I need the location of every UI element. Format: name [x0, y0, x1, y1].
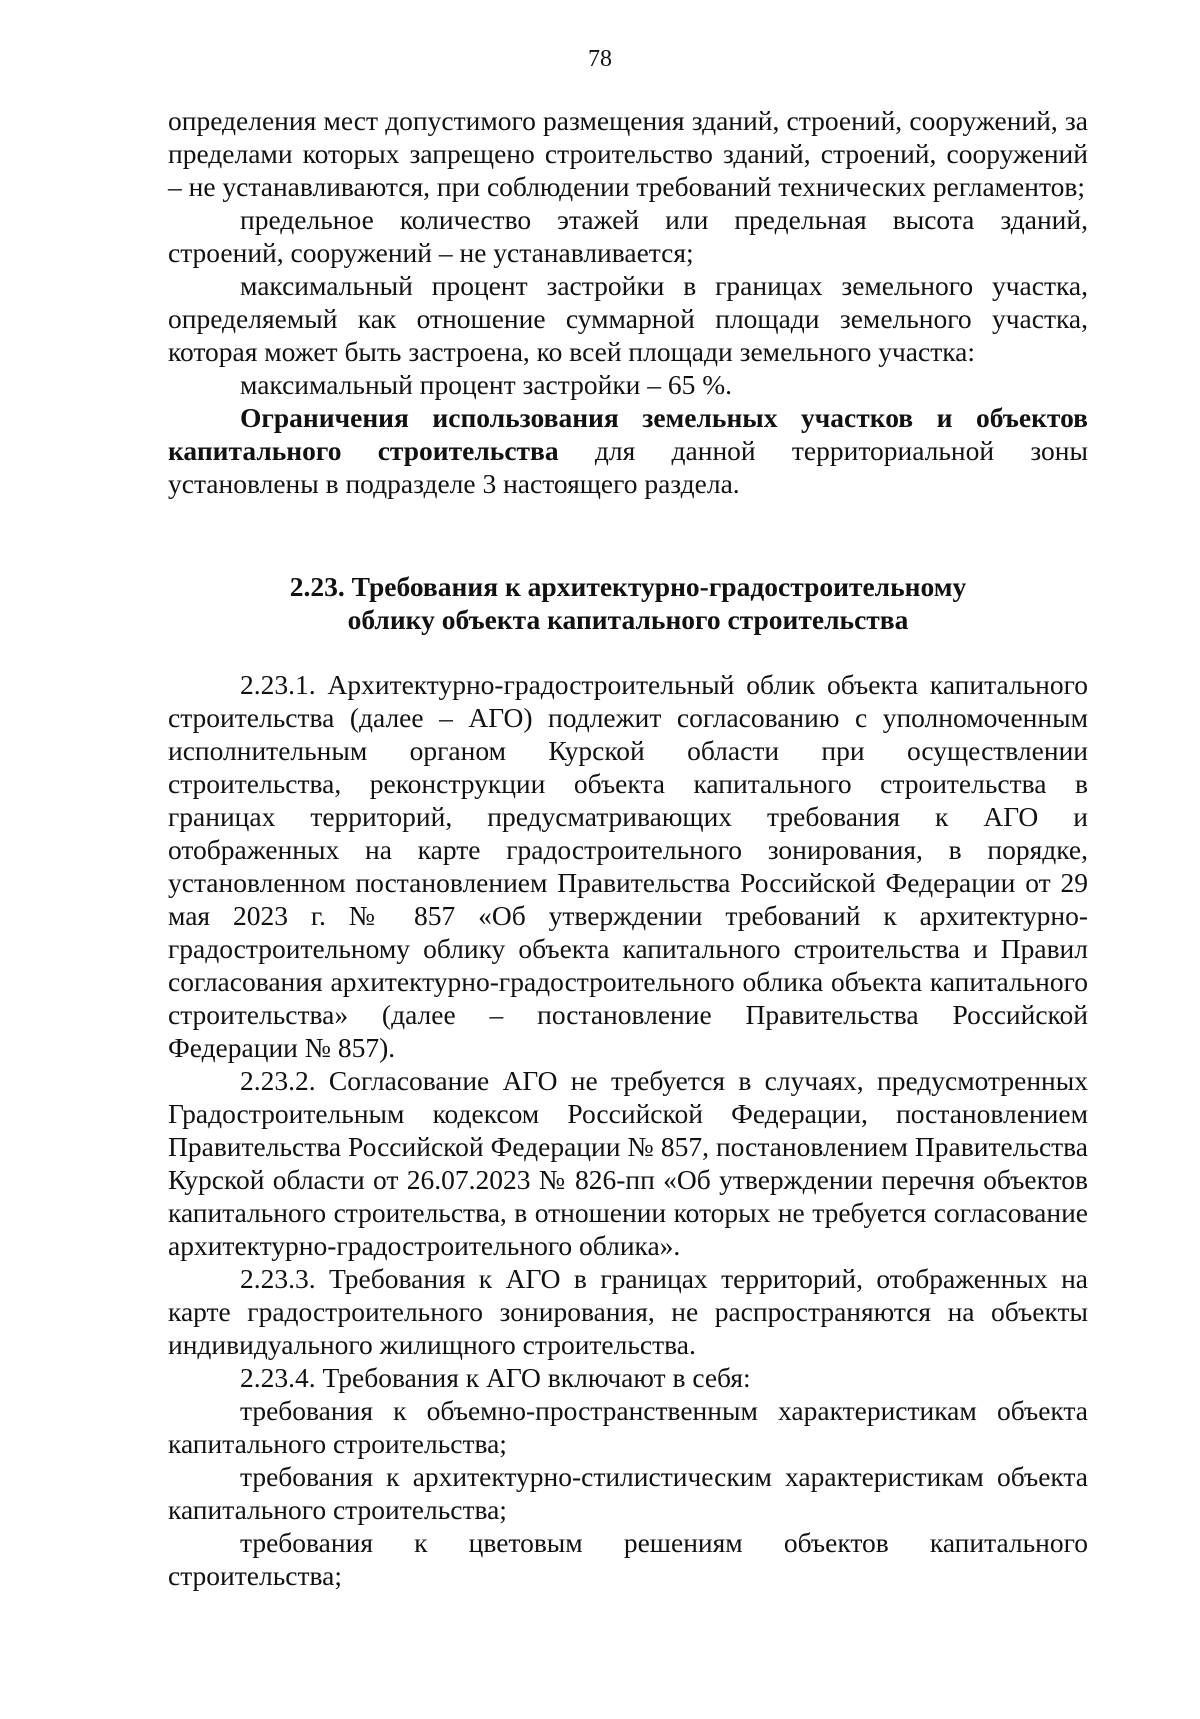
paragraph: максимальный процент застройки – 65 %. — [240, 369, 733, 400]
heading-line-1: 2.23. Требования к архитектурно-градостроительному — [289, 571, 967, 602]
paragraph: требования к архитектурно-стилистическим характеристикам объекта капитального строительства; — [168, 1461, 1088, 1525]
section-2-text — [168, 668, 1088, 1592]
section-1-text — [168, 104, 1088, 500]
paragraph: 2.23.2. Согласование АГО не требуется в случаях, предусмотренных Градостроительным кодексом Российской Федерации, постановлением Правительства Российской Федерации № 857, постановлением Правительства Курской области от 26.07.2023 № 826-пп «Об утверждении перечня объектов капитального строительства, в отношении которых не требуется согласование архитектурно-градостроительного облика». — [168, 1065, 1088, 1261]
paragraph: требования к объемно-пространственным характеристикам объекта капитального строительства; — [168, 1395, 1088, 1459]
paragraph: требования к цветовым решениям объектов капитального строительства; — [168, 1527, 1088, 1591]
paragraph: предельное количество этажей или предельная высота зданий, строений, сооружений – не устанавливается; — [168, 204, 1088, 268]
bold-phrase: Ограничения использования земельных участков и объектов капитального строительства — [168, 402, 1088, 466]
section-heading — [168, 570, 1088, 636]
paragraph: определения мест допустимого размещения зданий, строений, сооружений, за пределами которых запрещено строительство зданий, строений, сооружений – не устанавливаются, при соблюдении требований технических регламентов; — [168, 105, 1088, 202]
paragraph: 2.23.1. Архитектурно-градостроительный облик объекта капитального строительства (далее – АГО) подлежит согласованию с уполномоченным исполнительным органом Курской области при осуществлении строительства, реконструкции объекта капитального строительства в границах территорий, предусматривающих требования к АГО и отображенных на карте градостроительного зонирования, в порядке, установленном постановлением Правительства Российской Федерации от 29 мая 2023 г. № 857 «Об утверждении требований к архитектурно-градостроительному облику объекта капитального строительства и Правил согласования архитектурно-градостроительного облика объекта капитального строительства» (далее – постановление Правительства Российской Федерации № 857). — [168, 669, 1088, 1063]
paragraph: 2.23.3. Требования к АГО в границах территорий, отображенных на карте градостроительного зонирования, не распространяются на объекты индивидуального жилищного строительства. — [168, 1263, 1088, 1360]
paragraph-rest: для данной территориальной зоны установлены в подразделе 3 настоящего раздела. — [168, 435, 1088, 499]
paragraph-restrictions — [168, 401, 1088, 500]
page-number: 78 — [588, 46, 612, 72]
paragraph: 2.23.4. Требования к АГО включают в себя: — [240, 1362, 751, 1393]
paragraph: максимальный процент застройки в границах земельного участка, определяемый как отношение суммарной площади земельного участка, которая может быть застроена, ко всей площади земельного участка: — [168, 270, 1088, 367]
heading-line-2: облику объекта капитального строительства — [347, 604, 909, 635]
